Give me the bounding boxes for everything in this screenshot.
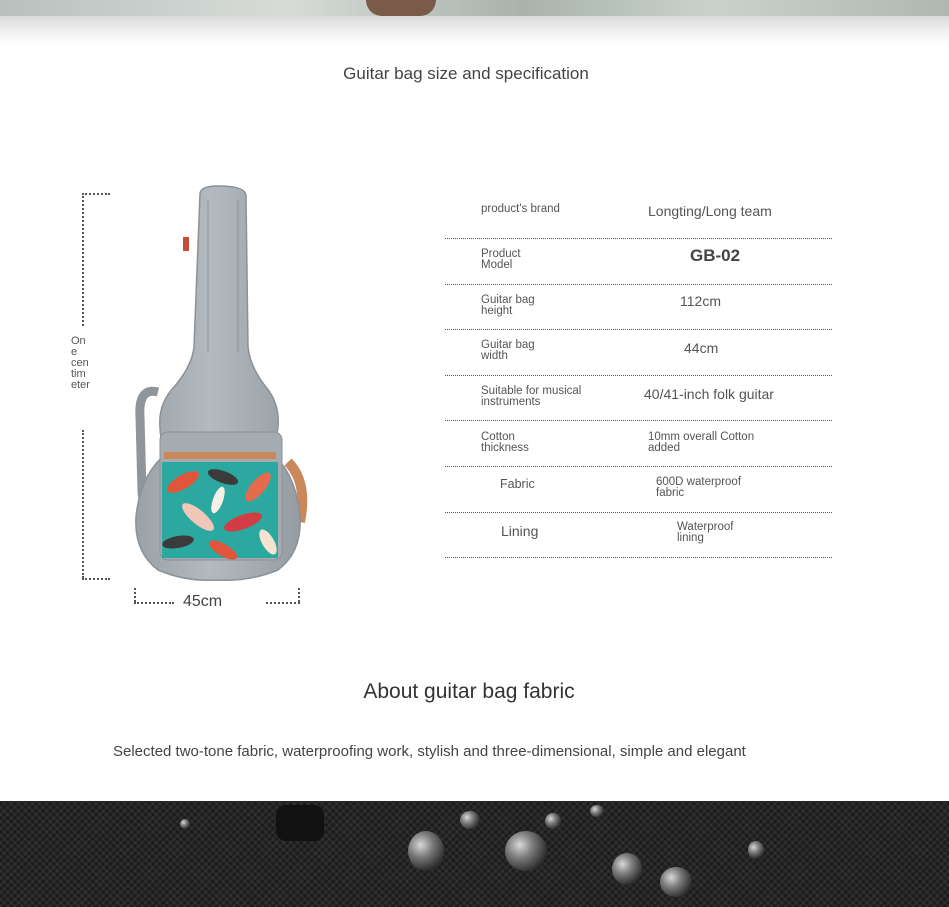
- spec-value: 40/41-inch folk guitar: [644, 386, 774, 402]
- spec-row-height: [445, 285, 832, 330]
- spec-row-fabric: [445, 467, 832, 513]
- spec-value: 10mm overall Cotton added: [648, 431, 755, 454]
- height-dimension-label: One centimeter: [71, 335, 90, 391]
- spec-value: Longting/Long team: [648, 203, 772, 219]
- fabric-description: Selected two-tone fabric, waterproofing work, stylish and three-dimensional, simple and elegant: [113, 743, 746, 760]
- width-dimension-right-tick: [298, 588, 300, 602]
- spec-value: Waterproof lining: [677, 521, 734, 544]
- section-title-specification: Guitar bag size and specification: [343, 64, 589, 83]
- spec-row-cotton: [445, 421, 832, 467]
- spec-value: 112cm: [680, 293, 721, 309]
- width-dimension-line-left: [134, 602, 174, 604]
- spec-label: product's brand: [481, 203, 560, 215]
- width-dimension-line-right: [266, 602, 300, 604]
- spec-row-instruments: [445, 376, 832, 421]
- spec-row-model: [445, 239, 832, 285]
- spec-row-brand: [445, 194, 832, 239]
- spec-label: Suitable for musical instruments: [481, 385, 582, 408]
- waterproof-fabric-image: [0, 801, 949, 907]
- height-dimension-line-lower: [82, 430, 84, 578]
- width-dimension-left-tick: [134, 588, 136, 602]
- spec-row-width: [445, 330, 832, 376]
- top-shadow: [0, 16, 949, 46]
- spec-label: Guitar bag width: [481, 339, 535, 362]
- hand-image: [366, 0, 436, 16]
- section-title-fabric: About guitar bag fabric: [363, 680, 575, 703]
- spec-label: Fabric: [500, 477, 535, 491]
- guitar-bag-image: [128, 182, 318, 582]
- spec-label: Cotton thickness: [481, 431, 529, 454]
- spec-row-lining: [445, 513, 832, 558]
- width-dimension-label: 45cm: [183, 593, 223, 610]
- spec-value: 44cm: [684, 340, 719, 356]
- height-dimension-top-tick: [82, 193, 110, 195]
- spec-value: 600D waterproof fabric: [656, 476, 742, 499]
- height-dimension-bottom-tick: [82, 578, 110, 580]
- spec-label: Guitar bag height: [481, 294, 535, 317]
- spec-label: Product Model: [481, 248, 521, 271]
- spec-value: GB-02: [690, 246, 741, 265]
- top-photo-strip: [0, 0, 949, 16]
- height-dimension-line-upper: [82, 193, 84, 326]
- spec-label: Lining: [501, 523, 539, 539]
